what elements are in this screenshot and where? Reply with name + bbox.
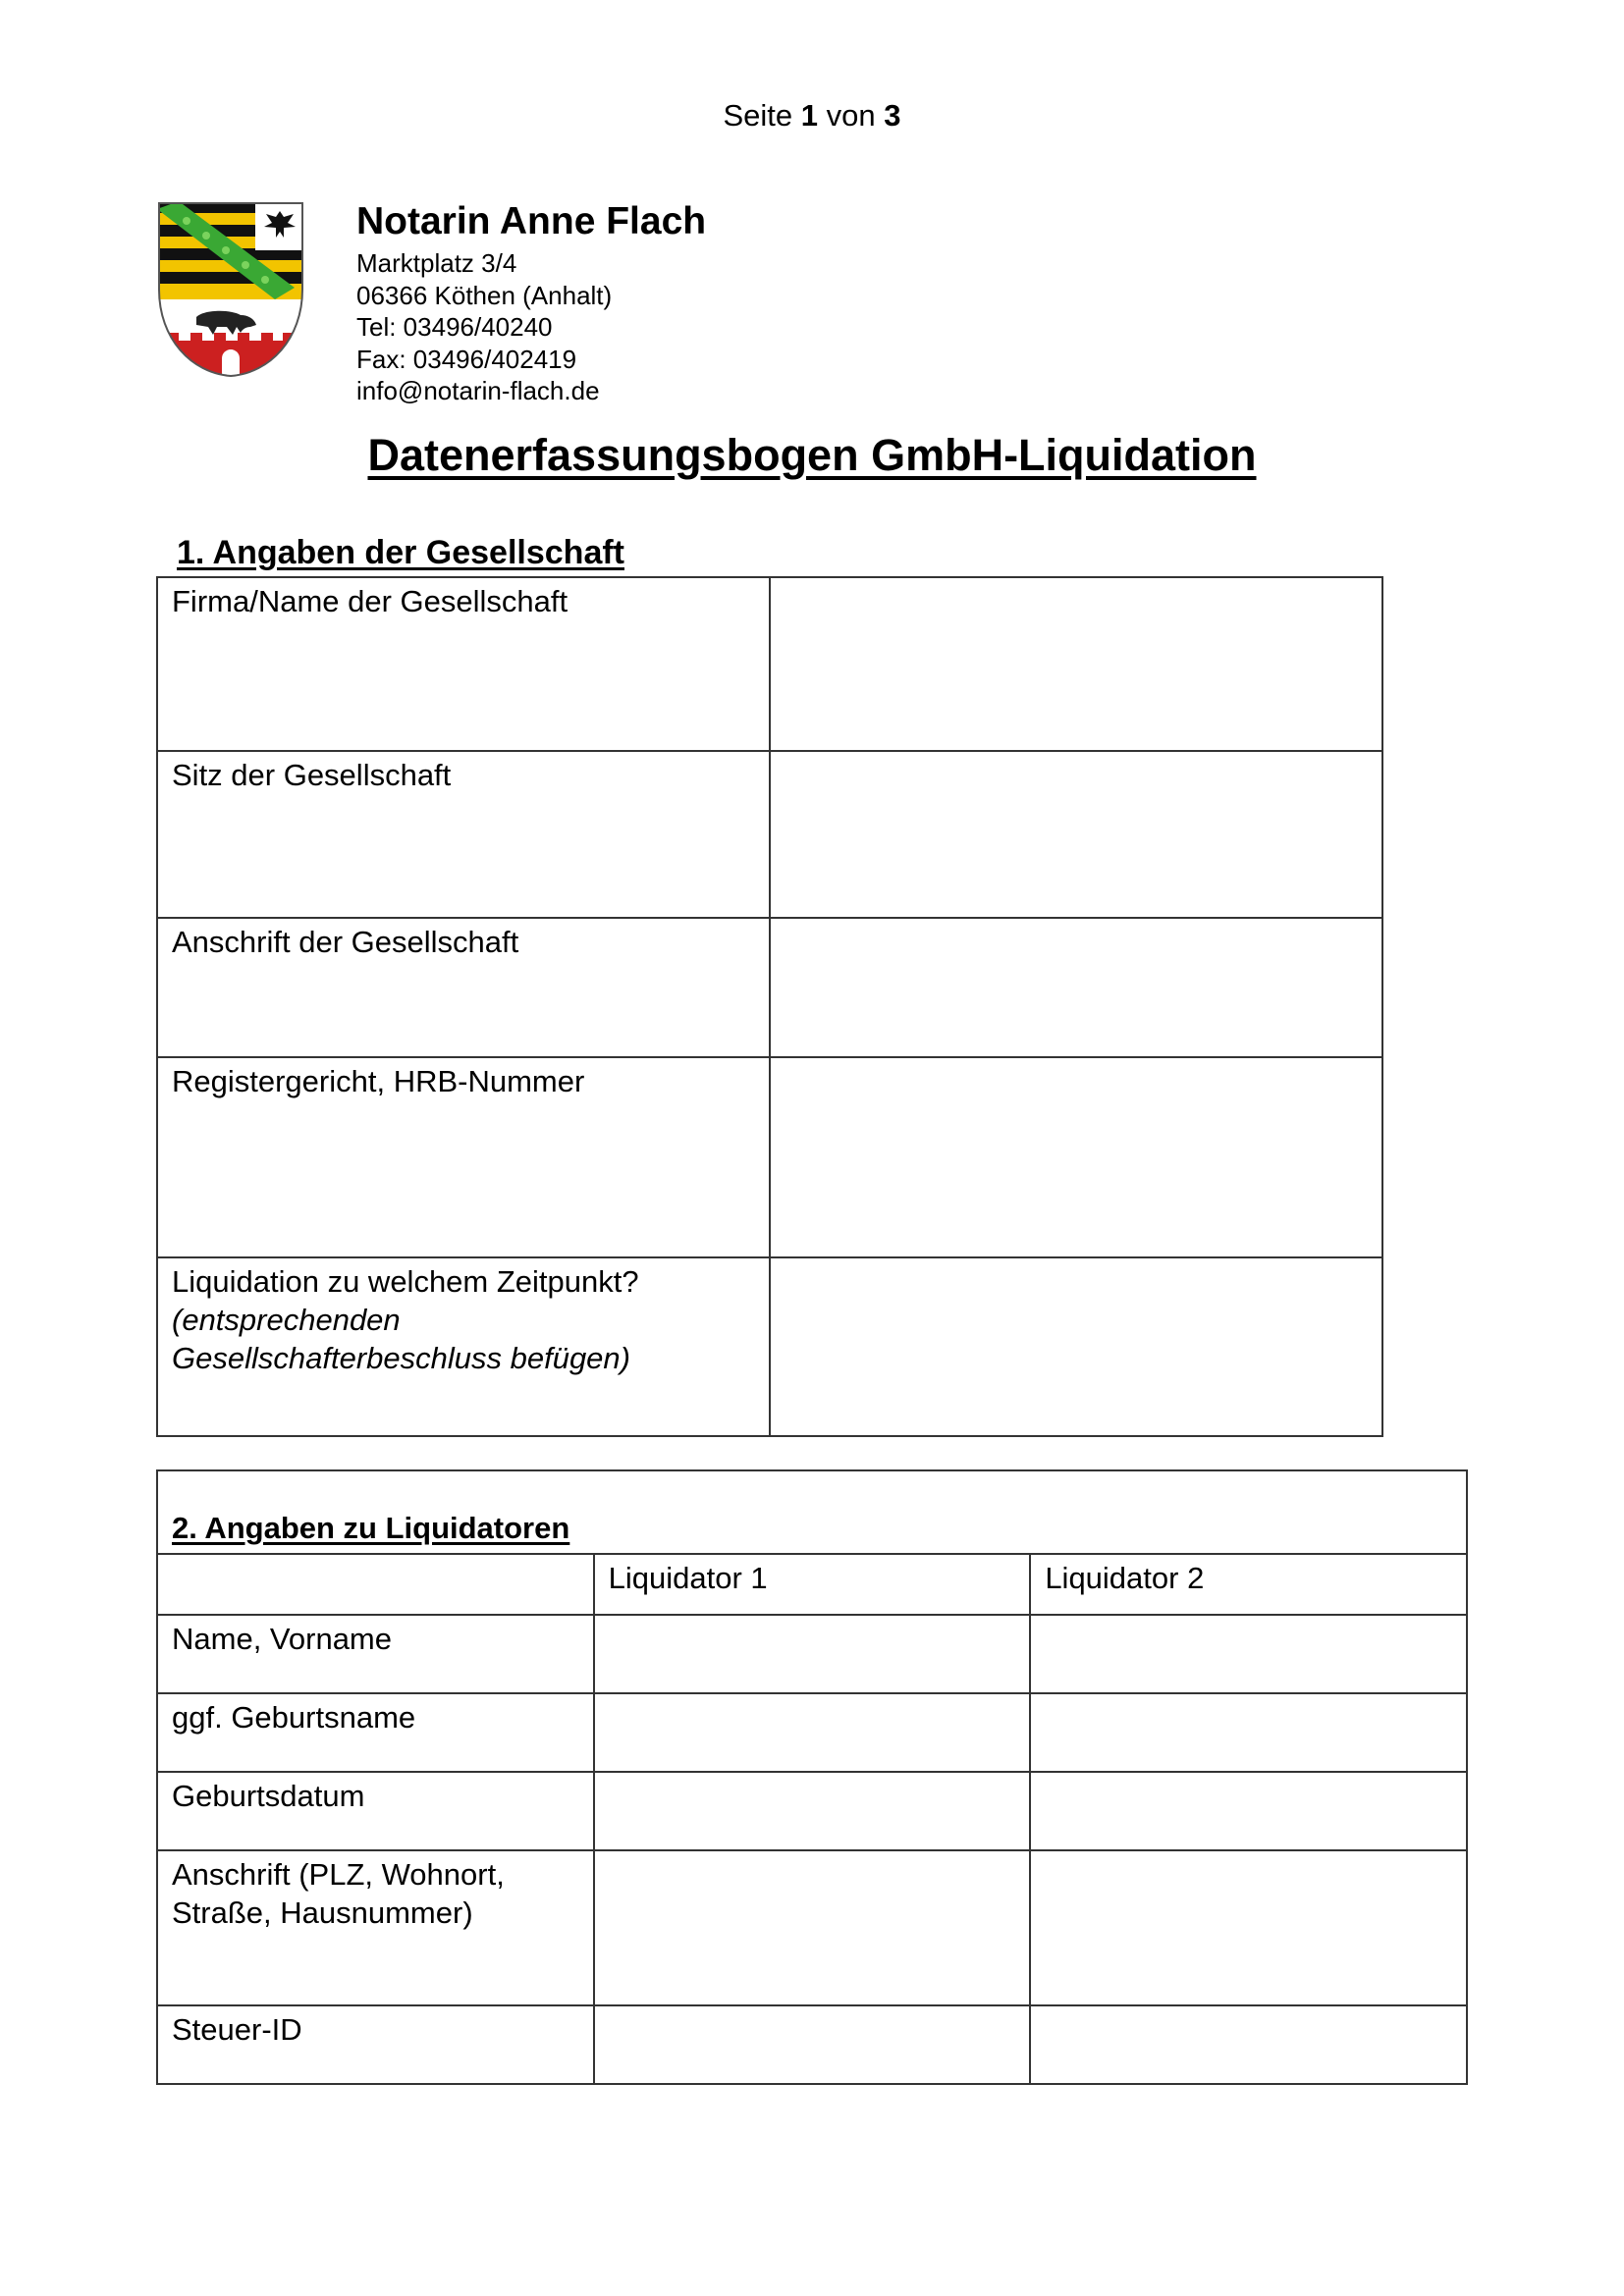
page-counter-middle: von	[826, 98, 876, 133]
table-row	[157, 1772, 1467, 1850]
table-row	[157, 1257, 1382, 1436]
company-seat-field[interactable]	[770, 751, 1382, 918]
row-label: Registergericht, HRB-Nummer	[157, 1057, 770, 1257]
table-header-row	[157, 1554, 1467, 1615]
liquidation-date-field[interactable]	[770, 1257, 1382, 1436]
liquidator1-birthdate-field[interactable]	[594, 1772, 1031, 1850]
address-label-line2: Straße, Hausnummer)	[172, 1896, 473, 1930]
notary-name: Notarin Anne Flach	[356, 200, 707, 242]
page-counter-current: 1	[800, 98, 819, 133]
table-row	[157, 1057, 1382, 1257]
row-label	[157, 1257, 770, 1436]
liquidator2-taxid-field[interactable]	[1030, 2005, 1467, 2084]
row-label: Geburtsdatum	[157, 1772, 594, 1850]
coat-of-arms-icon	[157, 201, 304, 378]
liquidators-table	[156, 1469, 1468, 2085]
table-row	[157, 1693, 1467, 1772]
table-row	[157, 1470, 1467, 1554]
notary-office-block	[356, 196, 706, 407]
section2-heading: 2. Angaben zu Liquidatoren	[172, 1511, 570, 1545]
register-number-field[interactable]	[770, 1057, 1382, 1257]
table-row	[157, 918, 1382, 1057]
office-fax: Fax: 03496/402419	[356, 344, 577, 374]
office-tel: Tel: 03496/40240	[356, 312, 553, 342]
liquidation-note-line2: Gesellschafterbeschluss befügen)	[172, 1341, 630, 1375]
section1-heading: 1. Angaben der Gesellschaft	[177, 534, 624, 571]
page-counter	[0, 98, 1624, 133]
page-counter-total: 3	[884, 98, 901, 133]
table-row	[157, 2005, 1467, 2084]
liquidator1-address-field[interactable]	[594, 1850, 1031, 2005]
column-header	[157, 1554, 594, 1615]
column-header-liquidator-1: Liquidator 1	[594, 1554, 1031, 1615]
company-details-table	[156, 576, 1383, 1437]
company-name-field[interactable]	[770, 577, 1382, 751]
address-label-line1: Anschrift (PLZ, Wohnort,	[172, 1857, 505, 1892]
table-row	[157, 1850, 1467, 2005]
liquidator2-birthname-field[interactable]	[1030, 1693, 1467, 1772]
row-label	[157, 1850, 594, 2005]
liquidator2-birthdate-field[interactable]	[1030, 1772, 1467, 1850]
liquidator2-name-field[interactable]	[1030, 1615, 1467, 1693]
row-label: Sitz der Gesellschaft	[157, 751, 770, 918]
row-label: Name, Vorname	[157, 1615, 594, 1693]
row-label: ggf. Geburtsname	[157, 1693, 594, 1772]
row-label: Firma/Name der Gesellschaft	[157, 577, 770, 751]
table-row	[157, 751, 1382, 918]
page-counter-prefix: Seite	[723, 98, 793, 133]
column-header-liquidator-2: Liquidator 2	[1030, 1554, 1467, 1615]
liquidator1-birthname-field[interactable]	[594, 1693, 1031, 1772]
liquidator1-taxid-field[interactable]	[594, 2005, 1031, 2084]
liquidation-date-label: Liquidation zu welchem Zeitpunkt?	[172, 1264, 639, 1299]
table-row	[157, 577, 1382, 751]
table-row	[157, 1615, 1467, 1693]
document-title: Datenerfassungsbogen GmbH-Liquidation	[367, 430, 1257, 480]
office-city: 06366 Köthen (Anhalt)	[356, 280, 613, 310]
row-label: Steuer-ID	[157, 2005, 594, 2084]
company-address-field[interactable]	[770, 918, 1382, 1057]
section2-heading-cell	[157, 1470, 1467, 1554]
liquidation-note-line1: (entsprechenden	[172, 1303, 401, 1337]
office-street: Marktplatz 3/4	[356, 248, 517, 278]
office-email[interactable]: info@notarin-flach.de	[356, 376, 600, 405]
row-label: Anschrift der Gesellschaft	[157, 918, 770, 1057]
liquidator1-name-field[interactable]	[594, 1615, 1031, 1693]
liquidator2-address-field[interactable]	[1030, 1850, 1467, 2005]
